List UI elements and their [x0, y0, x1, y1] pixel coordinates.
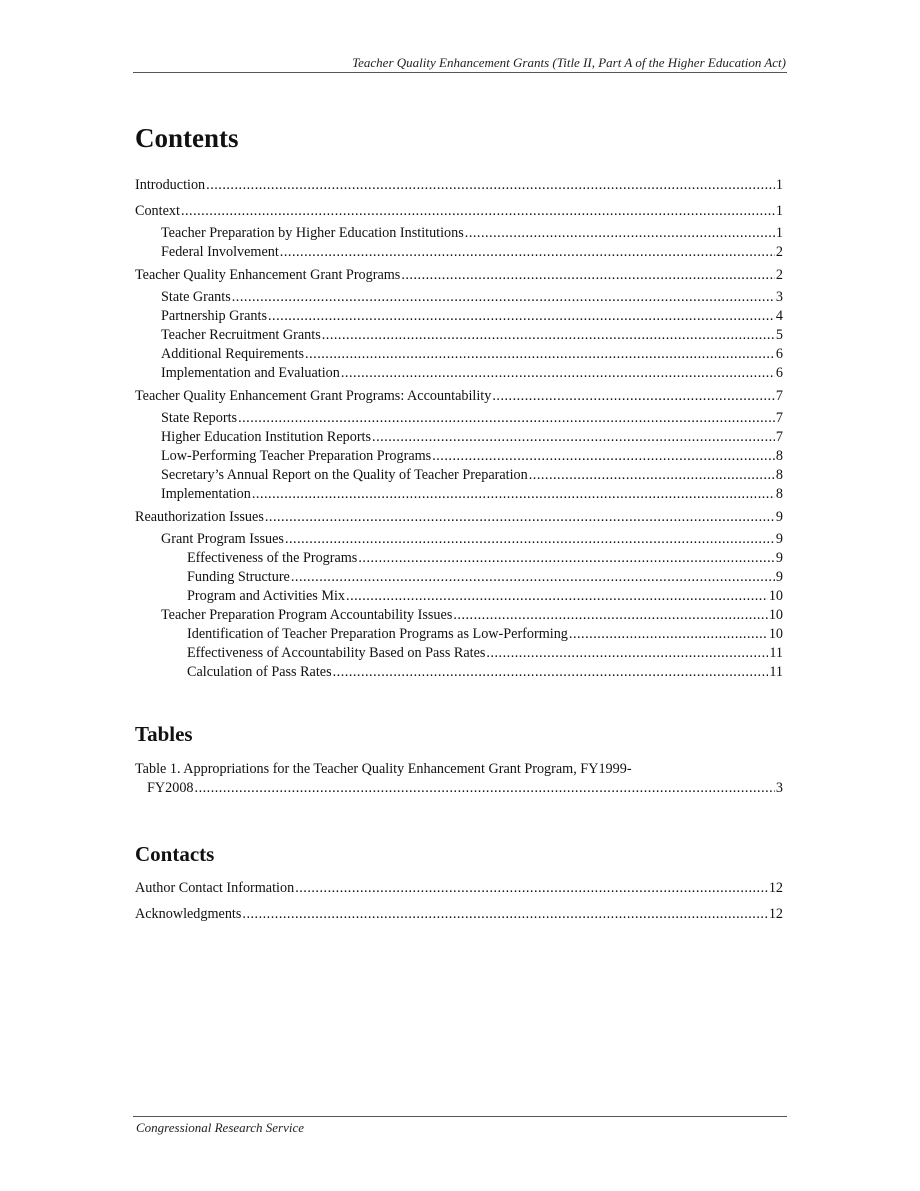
toc-entry-accountability-issues[interactable]: Teacher Preparation Program Accountability Issues ..... 10 — [161, 606, 783, 625]
toc-entry-funding-structure[interactable]: Funding Structure ..... 9 — [187, 568, 783, 587]
toc-entry-partnership-grants[interactable]: Partnership Grants ..... 4 — [161, 307, 783, 326]
table-entry-appropriations[interactable]: Table 1. Appropriations for the Teacher Quality Enhancement Grant Program, FY1999- FY2008 ..... 3 — [135, 760, 783, 798]
toc-entry-federal-involvement[interactable]: Federal Involvement ..... 2 — [161, 243, 783, 262]
footer-organization: Congressional Research Service — [136, 1120, 304, 1135]
toc-entry-hei-reports[interactable]: Higher Education Institution Reports ..... 7 — [161, 428, 783, 447]
contents-heading: Contents — [135, 123, 239, 153]
toc-entry-calculation-pass-rates[interactable]: Calculation of Pass Rates ..... 11 — [187, 663, 783, 682]
toc-entry-introduction[interactable]: Introduction ..... 1 — [135, 176, 783, 195]
toc-entry-additional-requirements[interactable]: Additional Requirements ..... 6 — [161, 345, 783, 364]
tables-heading: Tables — [135, 722, 193, 746]
toc-entry-identification-low-performing[interactable]: Identification of Teacher Preparation Programs as Low-Performing ..... 10 — [187, 625, 783, 644]
toc-entry-state-reports[interactable]: State Reports ..... 7 — [161, 409, 783, 428]
toc-entry-tqe-accountability[interactable]: Teacher Quality Enhancement Grant Programs: Accountability ..... 7 — [135, 387, 783, 406]
toc-entry-grant-program-issues[interactable]: Grant Program Issues ..... 9 — [161, 530, 783, 549]
toc-entry-implementation[interactable]: Implementation ..... 8 — [161, 485, 783, 504]
toc-entry-low-performing-programs[interactable]: Low-Performing Teacher Preparation Programs ..... 8 — [161, 447, 783, 466]
toc-entry-teacher-preparation-by-hei[interactable]: Teacher Preparation by Higher Education Institutions ..... 1 — [161, 224, 783, 243]
contact-entry-acknowledgments[interactable]: Acknowledgments ..... 12 — [135, 905, 783, 924]
toc-entry-teacher-recruitment-grants[interactable]: Teacher Recruitment Grants ..... 5 — [161, 326, 783, 345]
footer-rule — [133, 1116, 787, 1117]
toc-entry-state-grants[interactable]: State Grants ..... 3 — [161, 288, 783, 307]
toc-entry-effectiveness-of-programs[interactable]: Effectiveness of the Programs ..... 9 — [187, 549, 783, 568]
toc-entry-effectiveness-pass-rates[interactable]: Effectiveness of Accountability Based on Pass Rates ..... 11 — [187, 644, 783, 663]
toc-entry-context[interactable]: Context ..... 1 — [135, 202, 783, 221]
toc-entry-implementation-and-evaluation[interactable]: Implementation and Evaluation ..... 6 — [161, 364, 783, 383]
toc-entry-program-and-activities-mix[interactable]: Program and Activities Mix ..... 10 — [187, 587, 783, 606]
toc-entry-reauthorization-issues[interactable]: Reauthorization Issues ..... 9 — [135, 508, 783, 527]
contacts-heading: Contacts — [135, 842, 215, 866]
toc-entry-tqe-grant-programs[interactable]: Teacher Quality Enhancement Grant Programs ..... 2 — [135, 266, 783, 285]
running-header: Teacher Quality Enhancement Grants (Title II, Part A of the Higher Education Act) — [352, 55, 786, 70]
toc-entry-secretarys-annual-report[interactable]: Secretary’s Annual Report on the Quality of Teacher Preparation ..... 8 — [161, 466, 783, 485]
contact-entry-author-info[interactable]: Author Contact Information ..... 12 — [135, 879, 783, 898]
header-rule — [133, 72, 787, 73]
